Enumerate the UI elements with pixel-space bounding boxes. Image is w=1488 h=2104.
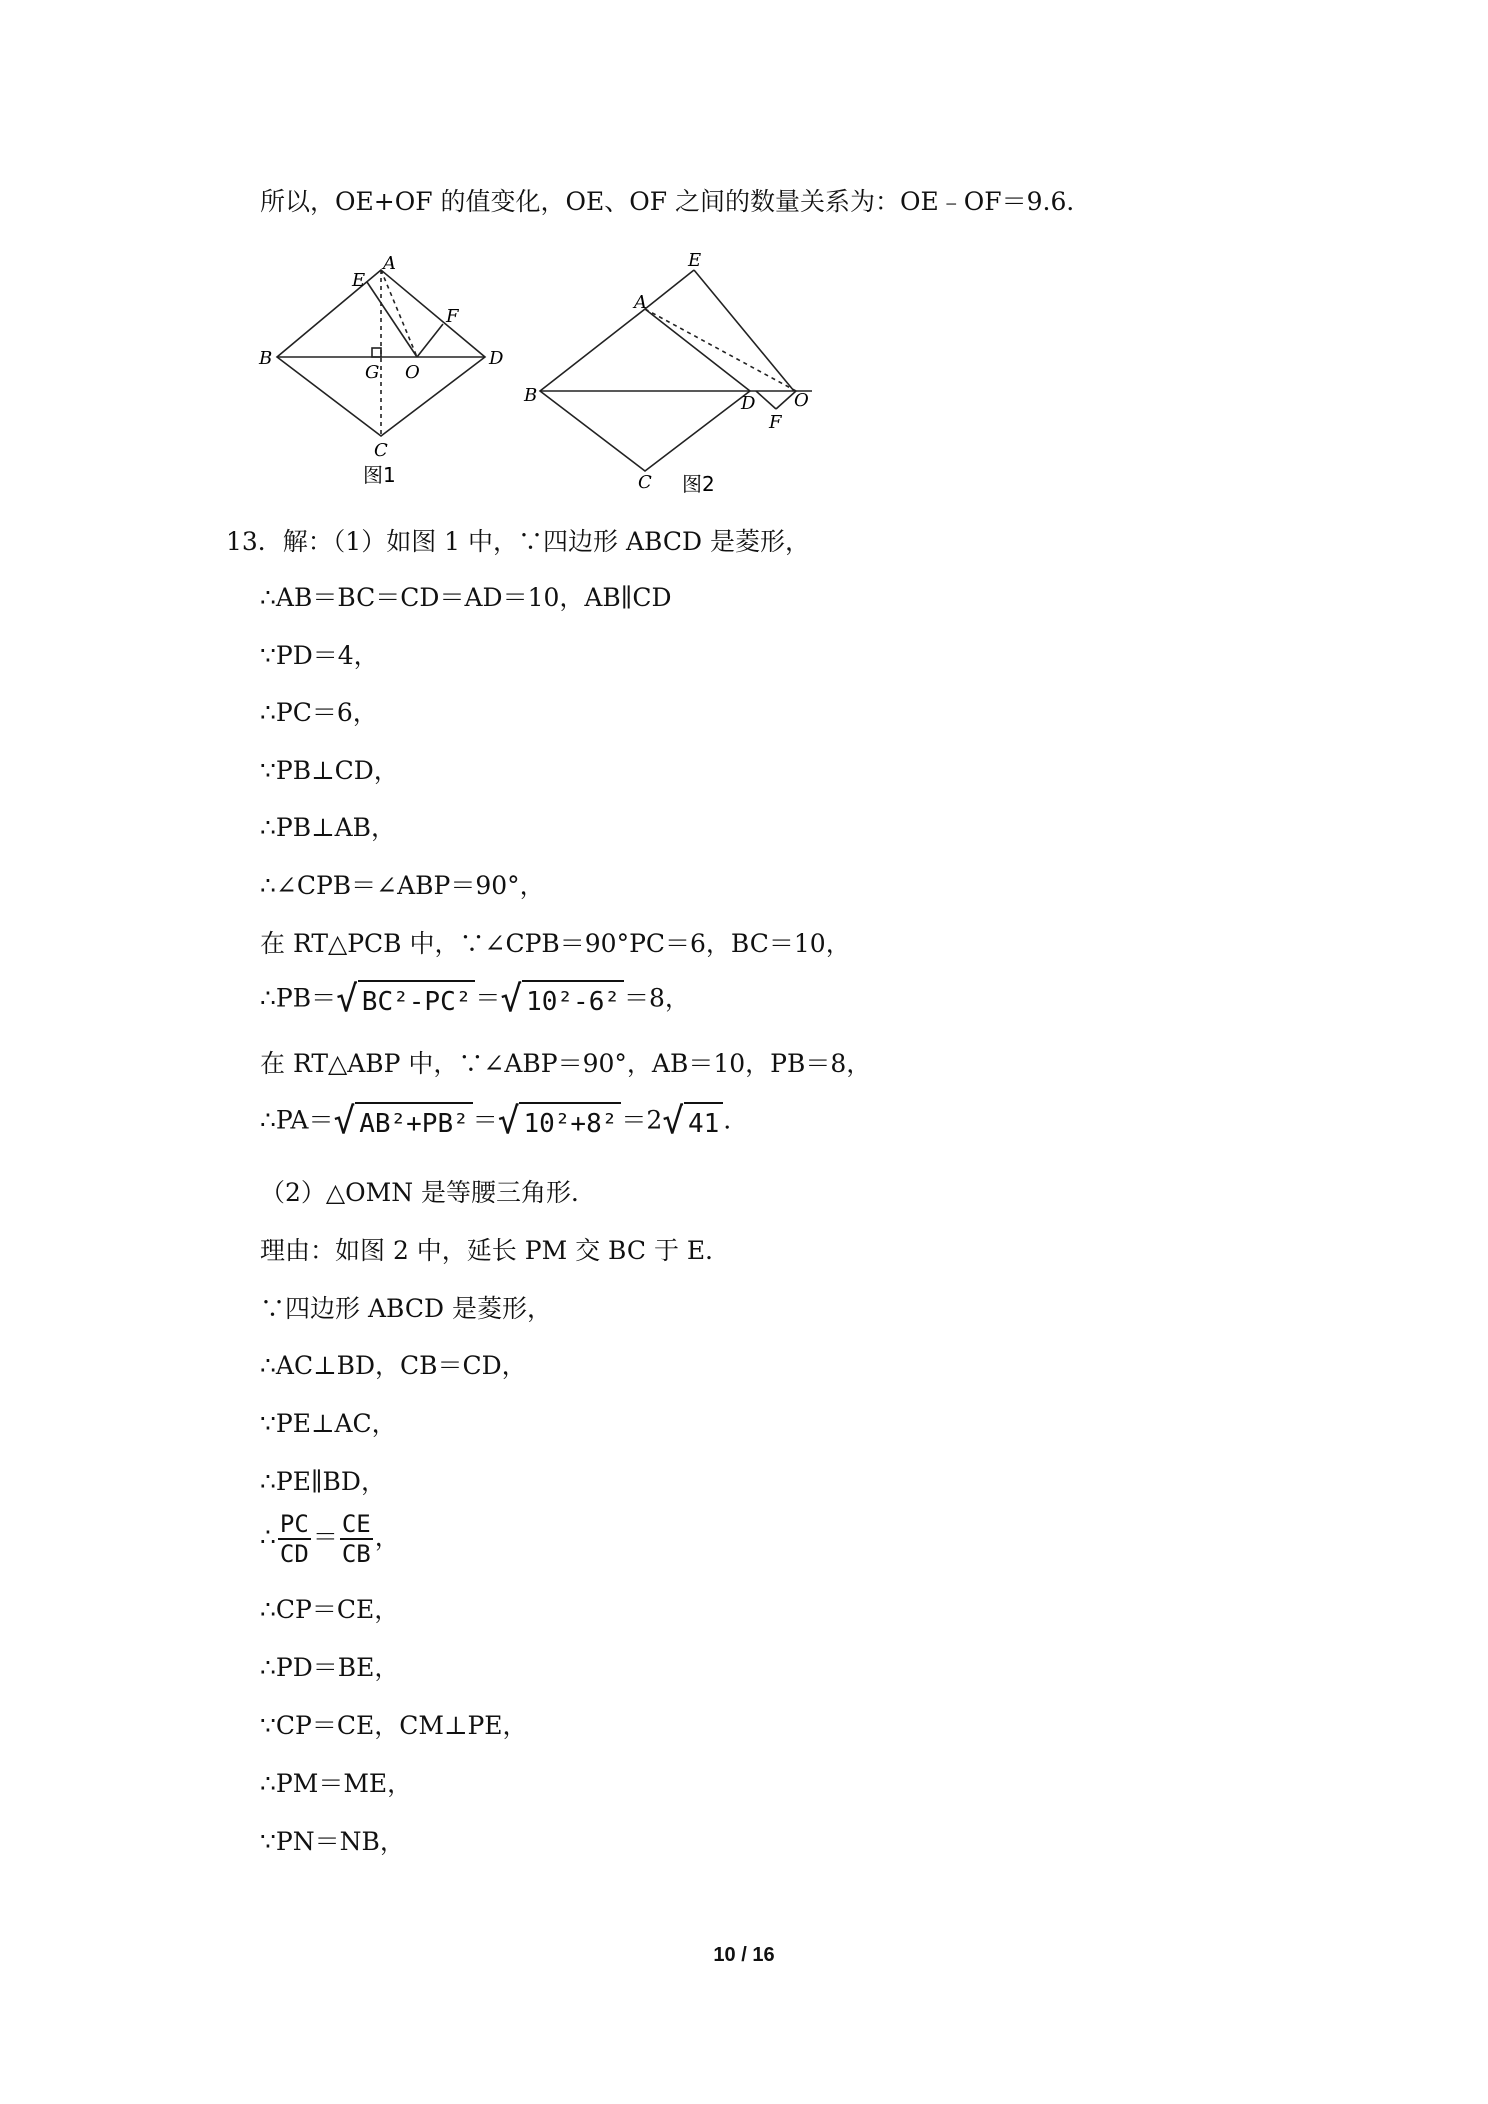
radicand: BC²-PC² (358, 980, 476, 1020)
step-line: ∵PE⊥AC， (260, 1409, 397, 1438)
equals-sign: ＝ (312, 1522, 338, 1552)
pb-result: ＝8， (624, 983, 690, 1013)
step-line: ∴PM＝ME， (260, 1769, 413, 1798)
pa-mid: ＝2 (621, 1105, 663, 1135)
step-line: ∵PB⊥CD， (260, 756, 399, 785)
fig2-label-a: A (634, 292, 647, 313)
fig1-label-d: D (489, 348, 504, 369)
numerator: CE (341, 1510, 371, 1538)
part-2-heading: （2）△OMN 是等腰三角形． (260, 1178, 597, 1207)
fig2-caption: 图2 (682, 472, 715, 496)
fig1-label-a: A (383, 253, 396, 274)
step-line: ∴AB＝BC＝CD＝AD＝10，AB∥CD (260, 583, 672, 612)
fig2-label-c: C (638, 472, 652, 493)
equals-sign: ＝ (475, 983, 501, 1013)
sqrt-expression: √ 10²-6² (500, 980, 624, 1020)
ratio-suffix: ， (374, 1522, 400, 1552)
figure-1-diagram (255, 252, 504, 492)
step-line: ∴CP＝CE， (260, 1595, 400, 1624)
figure-2 (524, 246, 824, 496)
conclusion-line: 所以，OE+OF 的值变化，OE、OF 之间的数量关系为：OE﹣OF＝9.6． (260, 187, 1092, 216)
fraction (278, 1510, 311, 1568)
pa-suffix: . (723, 1105, 732, 1135)
fig1-caption: 图1 (363, 463, 396, 487)
fig1-label-b: B (259, 348, 273, 369)
step-line: 在 RT△PCB 中，∵∠CPB＝90°PC＝6，BC＝10， (260, 929, 851, 958)
ratio-line (260, 1510, 400, 1568)
fig1-label-e: E (352, 270, 366, 291)
pa-prefix: ∴PA＝ (260, 1105, 334, 1135)
figure-1 (255, 252, 504, 492)
step-line: ∴∠CPB＝∠ABP＝90°， (260, 871, 545, 900)
denominator: CD (279, 1540, 309, 1568)
step-line: ∴PE∥BD， (260, 1467, 386, 1496)
fig1-label-g: G (365, 362, 380, 383)
sqrt-expression: √ 41 (662, 1102, 723, 1142)
sqrt-expression: √ AB²+PB² (334, 1102, 473, 1142)
ratio-prefix: ∴ (260, 1522, 276, 1552)
equals-sign: ＝ (472, 1105, 498, 1135)
fig2-label-e: E (688, 250, 702, 271)
step-line: ∵PD＝4， (260, 641, 379, 670)
pa-calculation (260, 1102, 731, 1142)
numerator: PC (279, 1510, 309, 1538)
fig2-label-o: O (794, 390, 809, 411)
radicand: 10²-6² (522, 980, 624, 1020)
fig2-label-d: D (741, 393, 756, 414)
step-line: ∴PD＝BE， (260, 1653, 400, 1682)
step-line: ∴PC＝6， (260, 698, 378, 727)
step-line: ∴AC⊥BD，CB＝CD， (260, 1351, 527, 1380)
denominator: CB (341, 1540, 371, 1568)
fig1-label-c: C (374, 440, 388, 461)
fraction (340, 1510, 373, 1568)
fig1-label-f: F (446, 306, 459, 327)
fig2-label-f: F (769, 412, 782, 433)
page-number: 10 / 16 (713, 1944, 775, 1966)
fig1-label-o: O (405, 362, 420, 383)
step-line: ∴PB⊥AB， (260, 813, 397, 842)
figure-2-diagram (524, 246, 824, 496)
step-line: ∵PN＝NB， (260, 1827, 405, 1856)
fig2-label-b: B (524, 385, 538, 406)
radicand: 41 (684, 1102, 723, 1142)
pb-prefix: ∴PB＝ (260, 983, 337, 1013)
step-line: ∵四边形 ABCD 是菱形， (260, 1294, 552, 1323)
sqrt-expression: √ 10²+8² (498, 1102, 622, 1142)
radicand: 10²+8² (519, 1102, 621, 1142)
problem-13-header: 13．解：（1）如图 1 中，∵四边形 ABCD 是菱形， (226, 527, 810, 556)
reason-line: 理由：如图 2 中，延长 PM 交 BC 于 E． (260, 1236, 731, 1265)
pb-calculation (260, 980, 690, 1020)
abp-line: 在 RT△ABP 中，∵∠ABP＝90°，AB＝10，PB＝8， (260, 1049, 872, 1078)
step-line: ∵CP＝CE，CM⊥PE， (260, 1711, 528, 1740)
radicand: AB²+PB² (355, 1102, 473, 1142)
sqrt-expression: √ BC²-PC² (336, 980, 475, 1020)
